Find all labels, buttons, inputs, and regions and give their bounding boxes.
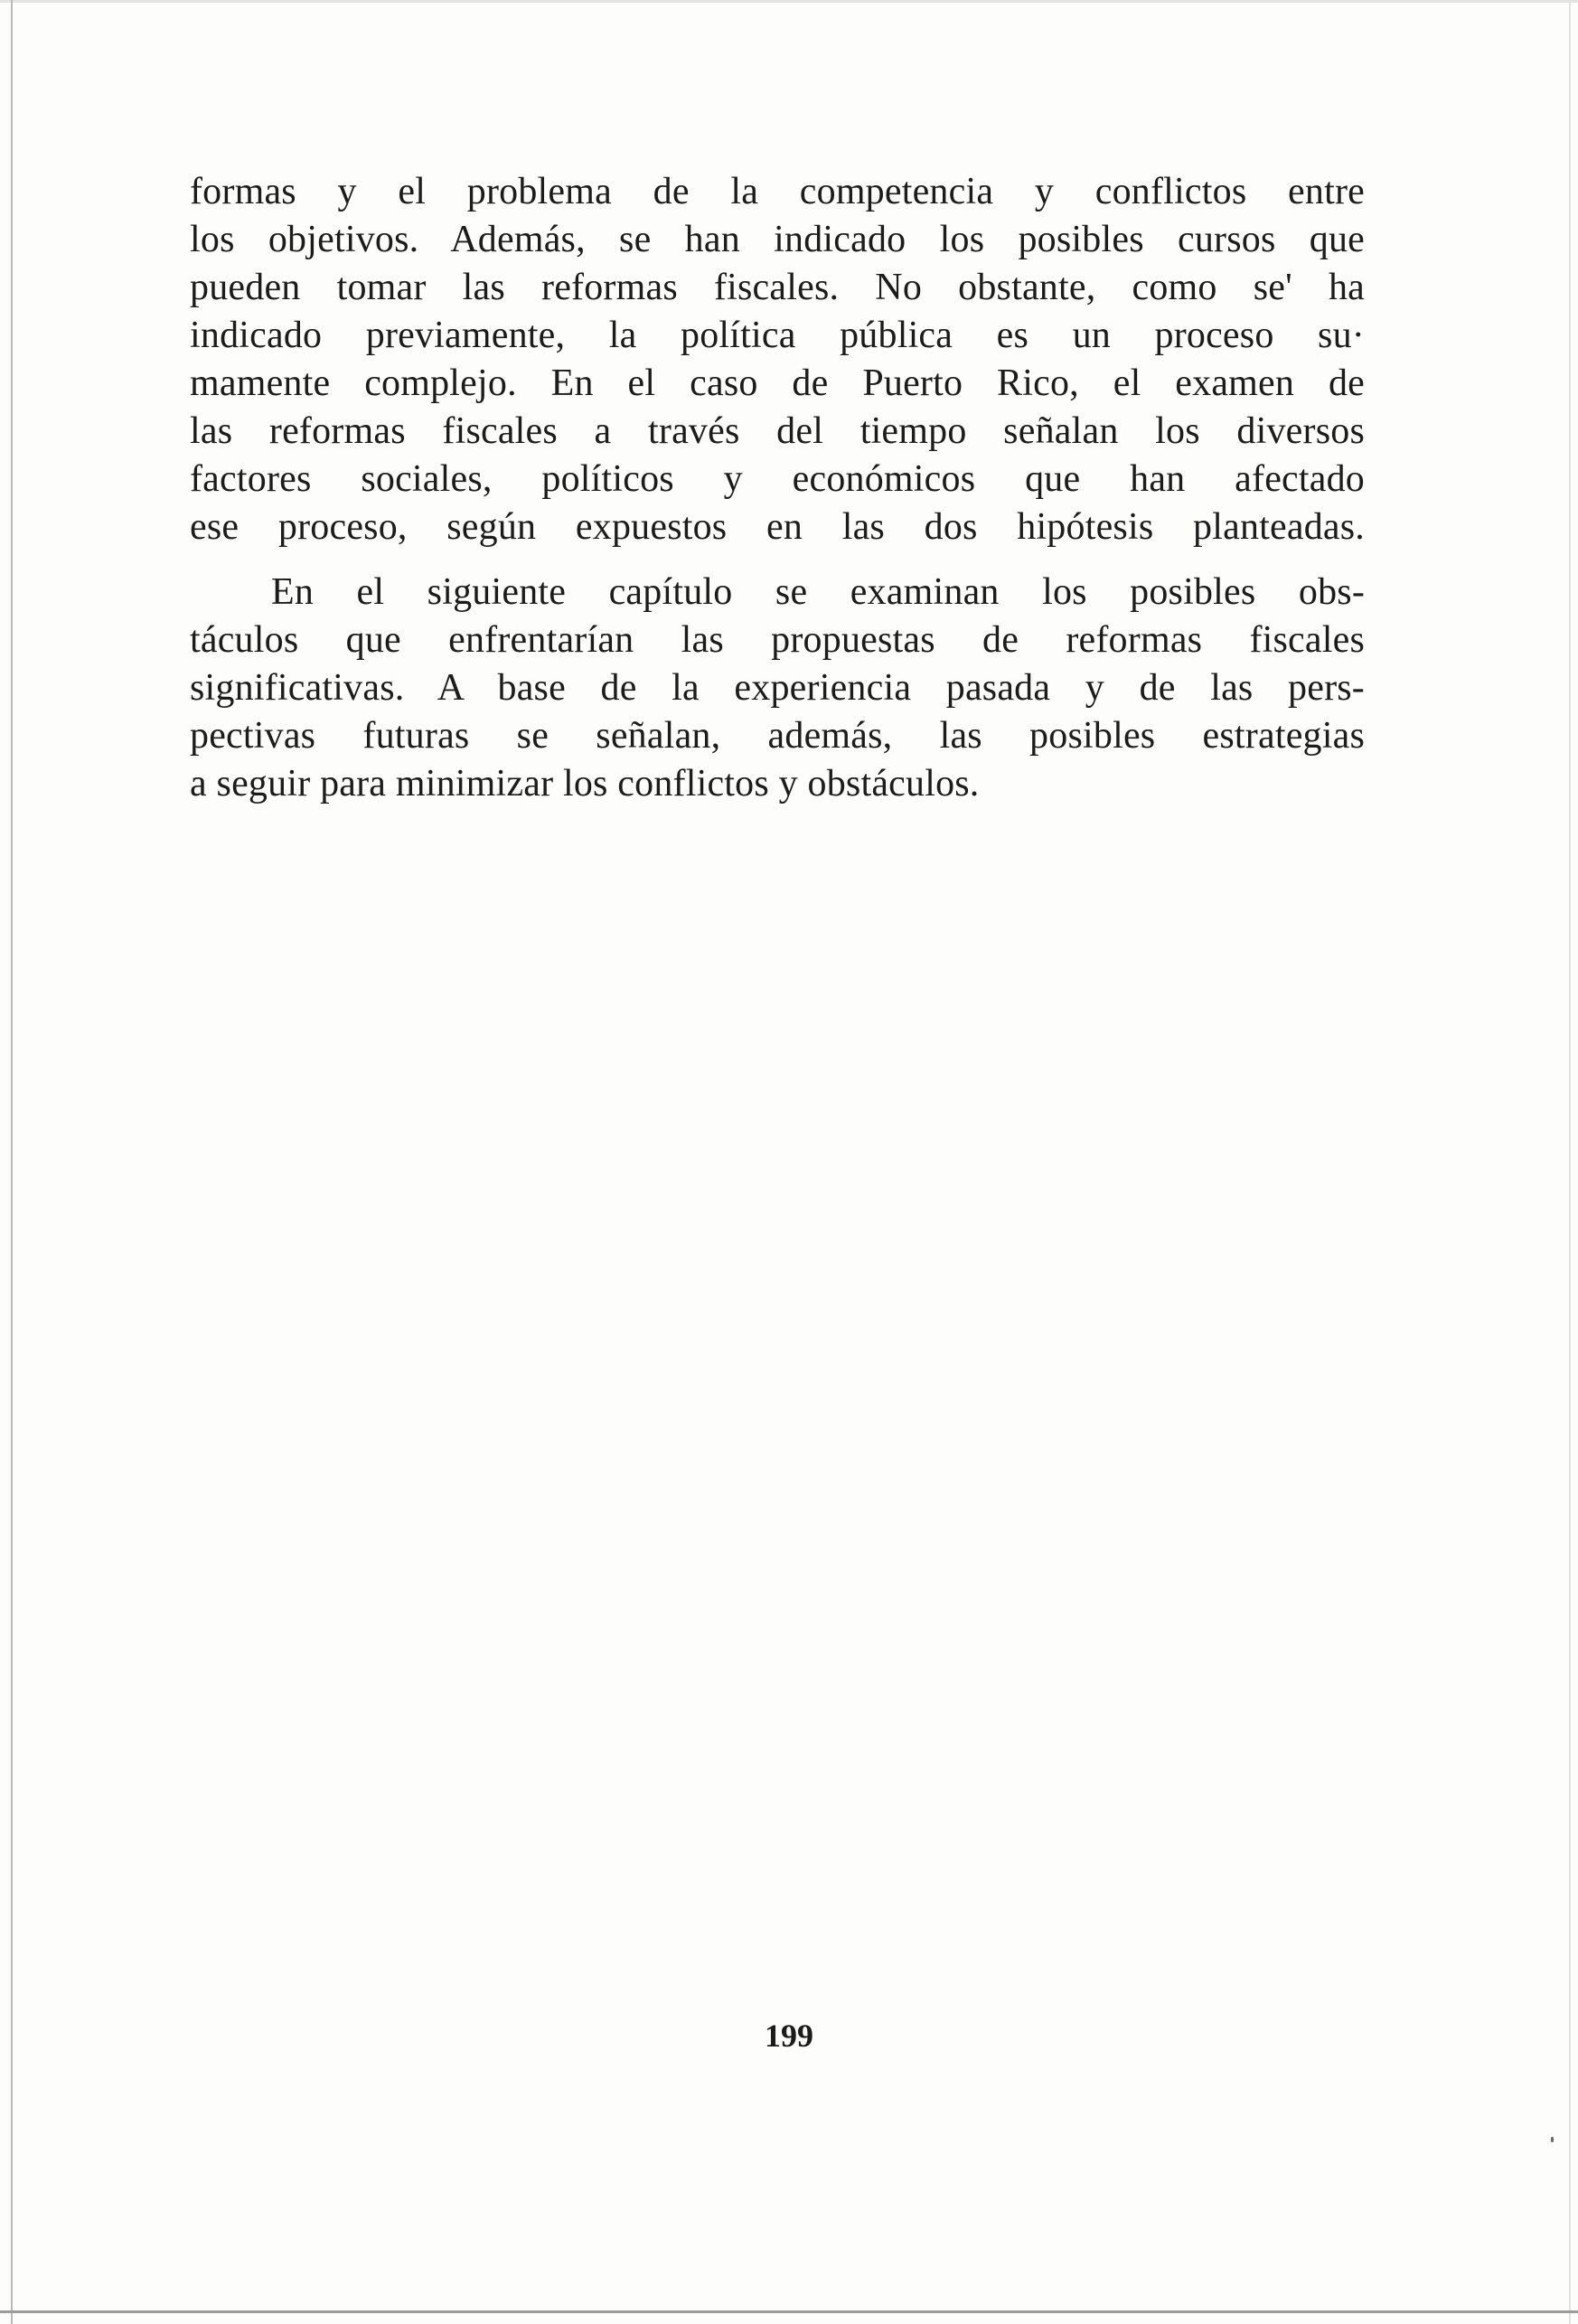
text-line: En el siguiente capítulo se examinan los posibles obs-: [271, 571, 1365, 613]
text-line: mamente complejo. En el caso de Puerto Rico, el examen de: [190, 362, 1365, 404]
text-line: ese proceso, según expuestos en las dos hipótesis planteadas.: [190, 506, 1365, 548]
text-line: formas y el problema de la competencia y conflictos entre: [190, 171, 1365, 212]
scan-speck: [1551, 2137, 1554, 2142]
text-line: indicado previamente, la política pública es un proceso su·: [190, 315, 1365, 356]
text-line: factores sociales, políticos y económicos que han afectado: [190, 458, 1365, 500]
paragraph-spacer: [190, 551, 1365, 569]
scan-edge-top: [0, 0, 1578, 3]
body-text: [190, 168, 1365, 808]
text-line: pueden tomar las reformas fiscales. No obstante, como se' ha: [190, 267, 1365, 308]
page-number: 199: [765, 2018, 813, 2054]
paragraph-1: [190, 168, 1365, 551]
text-line: significativas. A base de la experiencia pasada y de las pers-: [190, 667, 1365, 709]
text-line: los objetivos. Además, se han indicado los posibles cursos que: [190, 219, 1365, 260]
text-line: las reformas fiscales a través del tiempo señalan los diversos: [190, 410, 1365, 452]
scan-edge-right: [1569, 0, 1571, 2324]
text-line: táculos que enfrentarían las propuestas de reformas fiscales: [190, 619, 1365, 661]
text-line: a seguir para minimizar los conflictos y obstáculos.: [190, 763, 980, 804]
scan-edge-left: [11, 0, 13, 2324]
scan-edge-bottom: [0, 2310, 1578, 2313]
paragraph-2: [190, 569, 1365, 808]
text-line: pectivas futuras se señalan, además, las posibles estrategias: [190, 715, 1365, 757]
